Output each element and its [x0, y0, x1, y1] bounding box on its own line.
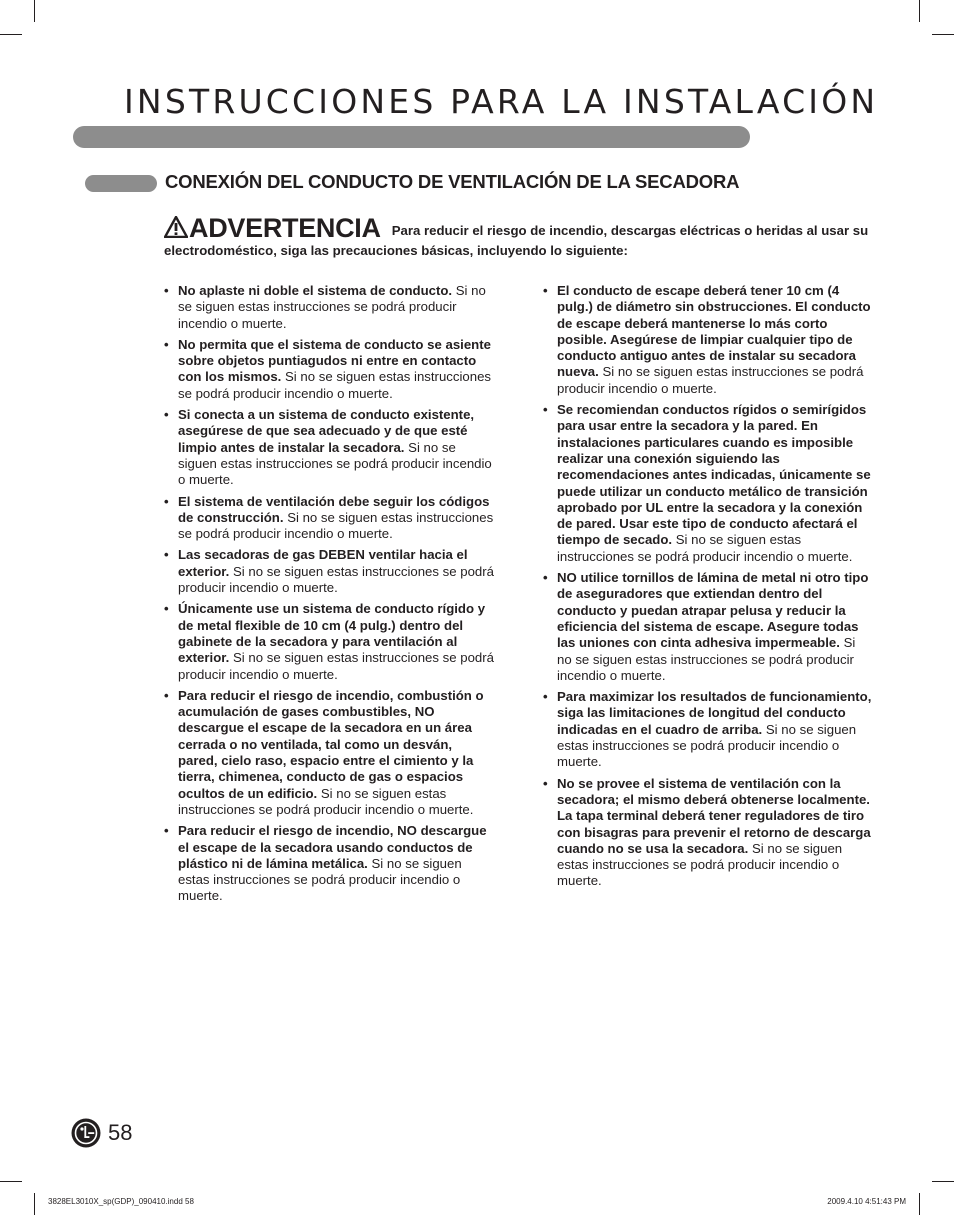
bullet-bold-text: El sistema de ventilación debe seguir los códigos de construcción.: [178, 493, 490, 525]
bullet-item: [164, 823, 494, 904]
bullet-dot: •: [164, 336, 169, 352]
bullet-bold-text: Únicamente use un sistema de conducto rígido y de metal flexible de 10 cm (4 pulg.) dentro del gabinete de la secadora y para ventilación al exterior.: [178, 601, 486, 666]
slug-date: 2009.4.10 4:51:43 PM: [827, 1197, 906, 1206]
bullet-normal-text: Si no se siguen estas instrucciones se podrá producir incendio o muerte.: [557, 840, 843, 889]
bullet-bold-text: Se recomiendan conductos rígidos o semirígidos para usar entre la secadora y la pared. En instalaciones particulares cuando es imposible realizar una conexión siguiendo las recomendaciones antes indicadas, únicamente se puede utilizar un conducto metálico de transición aprobado por UL entre la secadora y la conexión de pared. Usar este tipo de conducto afectará el tiempo de secado.: [557, 402, 871, 548]
bullet-normal-text: Si no se siguen estas instrucciones se podrá producir incendio o muerte.: [557, 364, 864, 396]
bullet-dot: •: [164, 407, 169, 423]
bullet-item: [164, 547, 494, 596]
slug-file: 3828EL3010X_sp(GDP)_090410.indd 58: [48, 1197, 194, 1206]
bullet-dot: •: [164, 547, 169, 563]
bullet-normal-text: Si no se siguen estas instrucciones se podrá producir incendio o muerte.: [557, 635, 856, 683]
warning-triangle-icon: [164, 216, 188, 242]
warning-block: [164, 213, 884, 259]
bullet-item: [543, 776, 873, 890]
bullet-bold-text: Si conecta a un sistema de conducto existente, asegúrese de que sea adecuado y de que esté limpio antes de instalar la secadora.: [178, 407, 475, 455]
bullet-dot: •: [164, 823, 169, 839]
bullet-normal-text: Si no se siguen estas instrucciones se podrá producir incendio o muerte.: [178, 650, 494, 682]
bullet-dot: •: [543, 570, 548, 586]
bullet-dot: •: [543, 402, 548, 418]
bullet-normal-text: Si no se siguen estas instrucciones se podrá producir incendio o muerte.: [178, 855, 462, 904]
bullet-bold-text: No aplaste ni doble el sistema de conducto.: [178, 283, 453, 298]
bullet-dot: •: [543, 775, 548, 791]
bullet-item: [164, 494, 494, 543]
bullet-bold-text: Las secadoras de gas DEBEN ventilar hacia el exterior.: [178, 547, 468, 579]
bullet-item: [543, 402, 873, 565]
bullet-normal-text: Si no se siguen estas instrucciones se podrá producir incendio o muerte.: [178, 439, 492, 488]
bullet-normal-text: Si no se siguen estas instrucciones se podrá producir incendio o muerte.: [557, 532, 853, 564]
crop-mark: [34, 1193, 35, 1215]
section-heading: CONEXIÓN DEL CONDUCTO DE VENTILACIÓN DE LA SECADORA: [165, 171, 740, 192]
crop-mark: [0, 1181, 22, 1182]
title-bar: [73, 126, 750, 148]
bullet-dot: •: [543, 283, 548, 298]
bullet-item: [164, 283, 494, 332]
bullet-item: [543, 689, 873, 770]
bullet-normal-text: Si no se siguen estas instrucciones se podrá producir incendio o muerte.: [178, 369, 491, 401]
page-title: INSTRUCCIONES PARA LA INSTALACIÓN: [124, 82, 879, 121]
page-number: 58: [108, 1120, 133, 1145]
warning-label: ADVERTENCIA: [189, 213, 381, 243]
bullet-item: [164, 407, 494, 488]
crop-mark: [932, 34, 954, 35]
bullet-dot: •: [164, 493, 169, 509]
bullet-item: [543, 283, 873, 397]
bullet-bold-text: No permita que el sistema de conducto se asiente sobre objetos puntiagudos ni entre en contacto con los mismos.: [178, 336, 491, 385]
right-column: [543, 283, 873, 895]
bullet-bold-text: El conducto de escape deberá tener 10 cm (4 pulg.) de diámetro sin obstrucciones. El conducto de escape deberá mantenerse lo más corto posible. Asegúrese de limpiar cualquier tipo de conducto antiguo antes de instalar su secadora nueva.: [557, 283, 871, 380]
bullet-bold-text: Para maximizar los resultados de funcionamiento, siga las limitaciones de longitud del conducto indicadas en el cuadro de arriba.: [557, 689, 872, 737]
bullet-item: [164, 337, 494, 402]
bullet-normal-text: Si no se siguen estas instrucciones se podrá producir incendio o muerte.: [178, 563, 494, 596]
bullet-item: [164, 688, 494, 818]
left-column: [164, 283, 494, 910]
bullet-bold-text: Para reducir el riesgo de incendio, NO descargue el escape de la secadora usando conductos de plástico ni de lámina metálica.: [178, 823, 487, 871]
bullet-dot: •: [164, 601, 169, 617]
crop-mark: [0, 34, 22, 35]
section-pill: [85, 175, 157, 192]
crop-mark: [34, 0, 35, 22]
bullet-normal-text: Si no se siguen estas instrucciones se podrá producir incendio o muerte.: [178, 283, 486, 331]
bullet-dot: •: [543, 689, 548, 705]
bullet-normal-text: Si no se siguen estas instrucciones se podrá producir incendio o muerte.: [178, 509, 494, 542]
crop-mark: [919, 1193, 920, 1215]
bullet-normal-text: Si no se siguen estas instrucciones se podrá producir incendio o muerte.: [557, 721, 857, 770]
crop-mark: [932, 1181, 954, 1182]
crop-mark: [919, 0, 920, 22]
bullet-dot: •: [164, 283, 169, 298]
bullet-item: [543, 570, 873, 684]
bullet-bold-text: Para reducir el riesgo de incendio, combustión o acumulación de gases combustibles, NO descargue el escape de la secadora en un área cerrada o no ventilada, tal como un desván, pared, cielo raso, espacio entre el cimiento y la tierra, chimenea, conducto de gas o espacios ocultos de un edificio.: [178, 687, 484, 801]
bullet-item: [164, 601, 494, 682]
warning-text: Para reducir el riesgo de incendio, descargas eléctricas o heridas al usar su electrodoméstico, siga las precauciones básicas, incluyendo lo siguiente:: [164, 223, 869, 258]
bullet-dot: •: [164, 687, 169, 703]
lg-logo-icon: [71, 1118, 101, 1153]
bullet-bold-text: No se provee el sistema de ventilación con la secadora; el mismo deberá obtenerse localmente. La tapa terminal deberá tener reguladores de tiro con bisagras para prevenir el retorno de descarga cuando no se usa la secadora.: [557, 775, 871, 856]
bullet-normal-text: Si no se siguen estas instrucciones se podrá producir incendio o muerte.: [178, 785, 474, 817]
bullet-bold-text: NO utilice tornillos de lámina de metal ni otro tipo de aseguradores que extiendan dentro del conducto y puedan atrapar pelusa y reducir la eficiencia del sistema de escape. Asegure todas las uniones con cinta adhesiva impermeable.: [557, 570, 869, 651]
